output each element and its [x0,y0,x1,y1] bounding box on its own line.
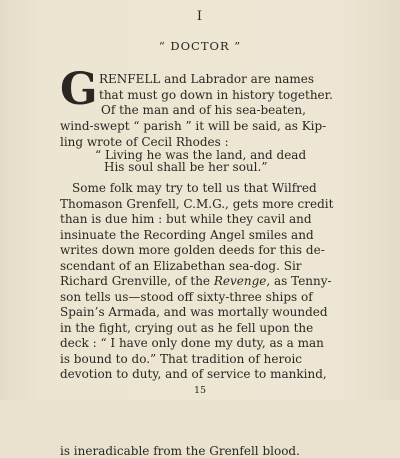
text-line: Richard Grenville, of the Revenge, as Tenny- [60,274,332,289]
quote-line: His soul shall be her soul.” [104,159,268,174]
page-number: 15 [193,385,207,396]
text-line: is bound to do.” That tradition of heroic [60,351,303,366]
chapter-title: “ DOCTOR ” [158,39,242,53]
text-line: RENFELL and Labrador are names [99,72,314,86]
text-line: Thomason Grenfell, C.M.G., gets more credit [60,196,334,211]
text-line: Some folk may try to tell us that Wilfred [72,181,317,196]
text-line: Spain’s Armada, and was mortally wounded [60,305,328,320]
text-line: that must go down in history together. [99,87,333,102]
text-line: in the fight, crying out as he fell upon the [60,320,314,335]
text-line: than is due him : but while they cavil and [60,212,312,227]
text-line: devotion to duty, and of service to mankind, [60,367,327,381]
chapter-number: I [196,9,204,24]
text-line: writes down more golden deeds for this de- [60,243,325,258]
text-line: son tells us—stood off sixty-three ships of [60,289,313,304]
quote-line: “ Living he was the land, and dead [95,147,307,162]
text-line: wind-swept “ parish ” it will be said, as Kip- [60,119,327,134]
drop-cap: G [60,64,98,115]
text-line: is ineradicable from the Grenfell blood. [60,444,300,458]
text-line: deck : “ I have only done my duty, as a man [60,336,324,350]
text-line: insinuate the Recording Angel smiles and [60,227,314,242]
text-line: ling wrote of Cecil Rhodes : [60,134,229,149]
text-line: scendant of an Elizabethan sea-dog. Sir [60,258,302,273]
text-line: Of the man and of his sea-beaten, [101,103,306,117]
ship-name: Revenge [213,274,267,289]
